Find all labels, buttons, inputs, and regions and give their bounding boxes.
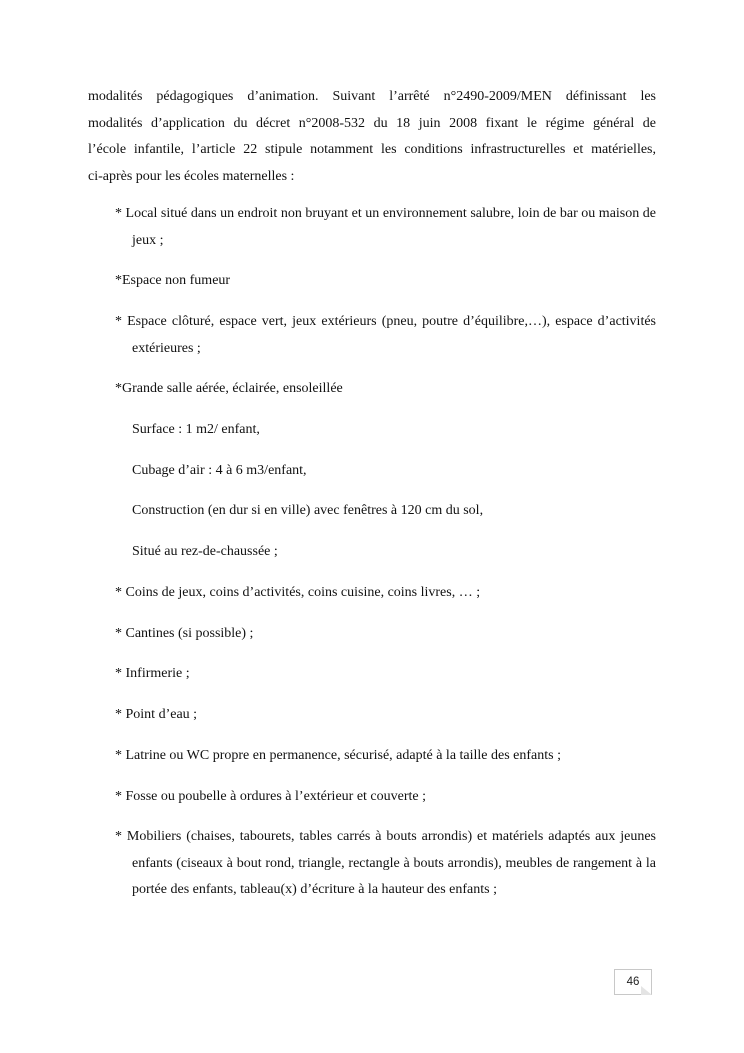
page-number-box xyxy=(614,969,652,995)
intro-line: modalités d’application du décret n°2008-532 du 18 juin 2008 fixant le régime général de xyxy=(88,115,656,131)
intro-line: modalités pédagogiques d’animation. Suivant l’arrêté n°2490-2009/MEN définissant les xyxy=(88,89,656,104)
page-number: 46 xyxy=(626,976,640,988)
page-curl-icon xyxy=(641,986,652,995)
page-body xyxy=(88,84,656,897)
list-item: Situé au rez-de-chaussée ; xyxy=(132,544,278,559)
list-item: * Infirmerie ; xyxy=(115,666,190,681)
list-item: * Coins de jeux, coins d’activités, coins cuisine, coins livres, … ; xyxy=(115,585,481,600)
list-item: * Latrine ou WC propre en permanence, sécurisé, adapté à la taille des enfants ; xyxy=(115,748,561,763)
list-item: * Local situé dans un endroit non bruyant et un environnement salubre, loin de bar ou maison de jeux ; xyxy=(115,206,656,248)
list-item: Cubage d’air : 4 à 6 m3/enfant, xyxy=(132,463,307,478)
list-item: * Espace clôturé, espace vert, jeux extérieurs (pneu, poutre d’équilibre,…), espace d’activités extérieures ; xyxy=(115,314,656,356)
list-item: Surface : 1 m2/ enfant, xyxy=(132,422,260,437)
list-item: * Mobiliers (chaises, tabourets, tables carrés à bouts arrondis) et matériels adaptés aux jeunes enfants (ciseaux à bout rond, triangle, rectangle à bouts arrondis), meubles de rangement à la portée des enfants, tableau(x) d’écriture à la hauteur des enfants ; xyxy=(115,829,656,897)
list-item: * Point d’eau ; xyxy=(115,707,198,722)
list-item: *Grande salle aérée, éclairée, ensoleillée xyxy=(115,381,343,396)
intro-paragraph xyxy=(88,84,656,190)
list-item: Construction (en dur si en ville) avec fenêtres à 120 cm du sol, xyxy=(132,503,484,518)
list-item: * Cantines (si possible) ; xyxy=(115,626,254,641)
list-item: *Espace non fumeur xyxy=(115,273,231,288)
list-item: * Fosse ou poubelle à ordures à l’extérieur et couverte ; xyxy=(115,789,427,804)
intro-line: ci-après pour les écoles maternelles : xyxy=(88,168,295,184)
intro-line: l’école infantile, l’article 22 stipule notamment les conditions infrastructurelles et matérielles, xyxy=(88,142,656,157)
